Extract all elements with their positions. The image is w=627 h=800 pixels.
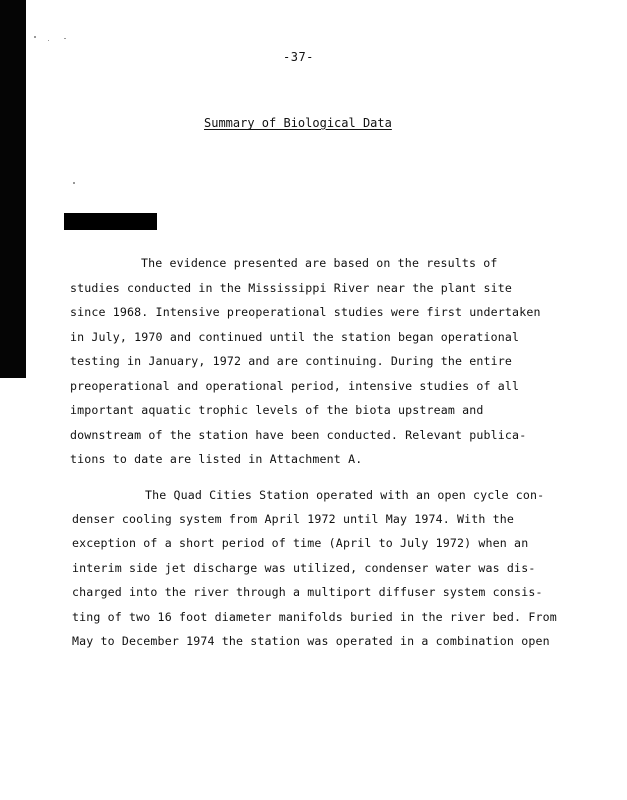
redaction-block <box>64 213 157 230</box>
text-line: tions to date are listed in Attachment A. <box>70 452 363 466</box>
text-line: preoperational and operational period, intensive studies of all <box>70 379 520 393</box>
scan-speckle <box>48 40 49 41</box>
text-line: in July, 1970 and continued until the station began operational <box>70 330 520 344</box>
text-line: since 1968. Intensive preoperational studies were first undertaken <box>70 305 541 319</box>
text-line: interim side jet discharge was utilized, condenser water was dis- <box>72 561 536 575</box>
page-number: -37- <box>283 50 314 64</box>
text-line: exception of a short period of time (April to July 1972) when an <box>72 536 529 550</box>
text-line: important aquatic trophic levels of the biota upstream and <box>70 403 484 417</box>
text-line: studies conducted in the Mississippi River near the plant site <box>70 281 513 295</box>
text-line: May to December 1974 the station was operated in a combination open <box>72 634 550 648</box>
scan-speckle <box>34 36 36 38</box>
text-line: downstream of the station have been conducted. Relevant publica- <box>70 428 527 442</box>
scan-speckle <box>64 38 66 39</box>
text-line: The Quad Cities Station operated with an open cycle con- <box>145 488 545 502</box>
scan-edge <box>0 0 26 378</box>
text-line: testing in January, 1972 and are continuing. During the entire <box>70 354 513 368</box>
text-line: The evidence presented are based on the results of <box>141 256 498 270</box>
text-line: charged into the river through a multiport diffuser system consis- <box>72 585 543 599</box>
text-line: denser cooling system from April 1972 until May 1974. With the <box>72 512 515 526</box>
page-title: Summary of Biological Data <box>204 116 392 130</box>
text-line: ting of two 16 foot diameter manifolds buried in the river bed. From <box>72 610 557 624</box>
scan-speckle <box>73 182 75 184</box>
